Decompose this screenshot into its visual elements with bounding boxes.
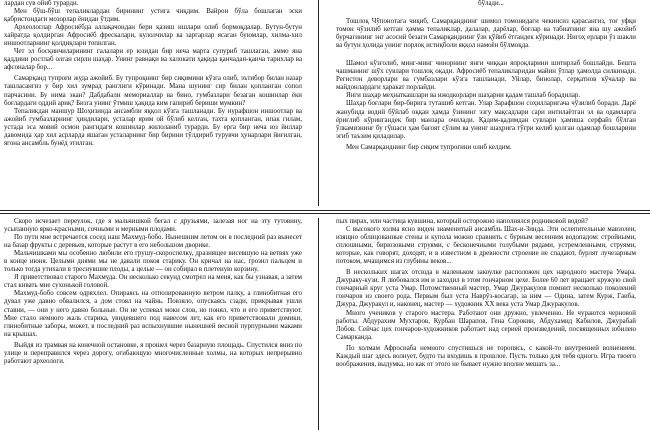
top-right-opening xyxy=(336,0,636,8)
top-right-middle xyxy=(336,18,636,50)
paragraph: Шамол кўзғолиб, минг-минг чинорнинг янги чиққан япроқларини шитирлаб бошлайди. Бешта чашманинг шўх сувлари тошлоқ оқади. Афросиёб тепаликларидан майин ўтлар ҳамолда силкинади. Регистон деворлари ва гумбазлари кўзга ташланади. Уйлар, бинолар, серқатнов кўчалар ва майдонлардаги ҳаракат порлайди. xyxy=(336,60,636,92)
russian-column-bottom-right xyxy=(336,218,636,369)
paragraph: В нескольких шагах отсюда в маленьком закоулке расположен цех народного мастера Умара. Джураку-кузи. Я любовался им и заходил в этом гончарном цехе. Более 60 лет вращает кружую свой гончарный круг уста Умар. Потомственный мастер, Умар Джуракулов помнит несколько поколений гончаров из своего рода. Первым был уста Наврӯз-косагар, за ним — Одина, затем Курж, Гаиба, Джура, Джуракул и, наконец, мастер — художник XX века уста Умар Джуракулов. xyxy=(336,269,636,309)
paragraph: Я приветствовал старого Махмуда. Он несколько секунд смотрел на меня, как бы узнавая, а затем стал кивать мне сухонькой головой. xyxy=(4,274,302,290)
paragraph: Археологлар Афросиёбда аллақачондан бери қазиш ишлари олиб бормоқдалар. Бутун-бутун хайратда қолдирган Афросиёб фрескалари, кулолчилар ва заргарлар ясаган буюмлар, хилма-хил иншоотларнинг қолдиқлари топилган. xyxy=(4,24,302,48)
top-right-closing xyxy=(336,60,636,152)
horizontal-rule-lower xyxy=(0,213,650,214)
paragraph: Выйдя из трамвая на конечной остановке, я прошел через базарную площадь. Спустился вниз по улице и переправился через дорогу, огибающую многочисленные холмы, на которых непрерывно работают археологи. xyxy=(4,341,302,365)
paragraph: С высокого холма ясно виден знаменитый ансамбль Шах-и-Зинда. Эти ослепительные мавзолеи, изящно облицованные стены и купола можно сравнить с бурным весенним водопадом: стройными, сплошными, бирюзовыми струями, с бесконечными голубыми рядами, устремленными, струями, которые, как говорят, доходят, и в известном в древности строение не спадают, бурлят лучезарным потоком, мчащимся из глубины веков... xyxy=(336,226,636,266)
russian-column-bottom-left xyxy=(4,218,302,366)
paragraph: По холмам Афросиаба немного спустишься не торопясь, с какой-то внутренней волнением. Каждый шаг здесь волнует, будто ты входишь в прошлое. Пусть только для тебя одного. Игра твоего воображения, выдумка, но как от этого не бывает нужно вполне мешать за... xyxy=(336,344,636,368)
paragraph: Шаҳар боғлари бир-бирига туташиб кетган. Улар Зарафшон соҳилларигача чўзилиб боради. Дарё жанубида водий бўйлаб оққан ҳамда ўзининг эзгу мақсадлари сари интилаётган эл ва одамларга ёриғлиб кўрингандек бир манзара очилади. Қадим-қадимдан сувлари ҳамиша серфайз бўлган ўлкамизнинг бу гўшаси ҳам бағоят сўлим ва унинг шаҳрига тўғри келиб қолган одамлар бошларини эгиб таъзим қиладилар. xyxy=(336,100,636,140)
uzbek-column-top-right xyxy=(336,0,636,152)
paragraph: Самарқанд тупроғи жуда ажойиб. Бу тупроқнинг бир сиқимини кўзга олиб, эътибор билан назар ташласангиз у бир хил зумрад ранглиги кўринади. Мана шунинг сир билан қопланган сопол парчасини. Бу нима экан? Дабдабали мемориаллар ва бино, гумбазлари безаган кошинлар ёки боғлардаги оддий ариқ? Бизга унинг ўтмиш ҳақида ким гапириб бериши мумкин? xyxy=(4,75,302,107)
column-divider-bottom xyxy=(318,218,319,430)
paragraph: Тошлоқ Чўпонотага чиқиб, Самарқанднинг шимол томонидаги чекинсиз қарасангиз, тоғ уфқи томон чўзилиб кетган ҳамма тепаликлар, далалар, дарёлар, боғлар ва табиатнинг яна шу ажойиб бурчагининг энг асосий безаги Самарқанднинг ўзи қўйиб ётгандек кўринади. Нигоҳ ерлари ўз шакли ва бутун ҳолида унинг порлоқ истиқболи яққол намоён бўлмоқда. xyxy=(336,18,636,50)
paragraph: лардан сув ойиб турарди. xyxy=(4,0,79,7)
column-divider-top xyxy=(318,0,319,206)
paragraph: пых пирах, или частица кувшина, который осторожно наполнялся родниковой водой? xyxy=(336,218,588,225)
bottom-right-body xyxy=(336,218,636,369)
uzbek-column-top-body xyxy=(4,0,302,148)
bottom-left-body xyxy=(4,218,302,366)
paragraph: Махмуд-бобо совсем одряхлел. Опираясь на отполированную ветром палку, а глинобитная его дувал уже давно обвалился, а дом стоял на чайнь. Повзяло, опускаясь сзади, прикрывая ушли ставни, — они у него давно больные. Он не успевал мокн слов, но понял, что и его приветствуют. Мне стало немного жаль старика, увидевшего под навесом лет, как его приветствовали домики, глинобитные заборы, может, в последний раз вспыхнувшие нынешней весной пурпурными маками на крышах. xyxy=(4,290,302,338)
paragraph: По пути мне встречается сосед наш Махмуд-бобо. Нынешним летом он в последний раз вынесет на базар фрукты с деревьев, которые растут в его небольшом дворике. xyxy=(4,234,302,250)
paragraph: Тепаликдан маншур Шоҳизинда ансамбли яққол кўзга ташланади. Бу нурафшон иншоотлар ва ажойиб гумбазларнинг ҳиндилари, усталар ярим ой бўлиб келган, тахта қопланган, ипак гилам, устада эса мовий осмон рангидаги кошинлар жилоланиб турарди. Бу ерга бир неча юз йиллар давомида ҳар хил асрларда яшаган усталарнинг бир бирини тўлдириб турувчи ҳунарлари йиғилган, ягона ансамбль бунёд этилган. xyxy=(4,107,302,147)
paragraph: Скоро исчезает переулок, где я мальчишкой бегал с друзьями, залезая ног на эту тутовину, усыпанную ярко-красными, сочными и мерными плодами. xyxy=(4,218,302,234)
paragraph: Чет эл босқинчиларининг галалари ер юзидан бир неча марта супуриб ташлаган, аммо яна қаддини ростлаб олган сирли шаҳар. Унинг равнақи ва халокати ҳақида қанчадан-қанча тарихлар ва афсоналар бор... xyxy=(4,48,302,72)
horizontal-rule-upper xyxy=(0,210,650,211)
paragraph: бўлади... xyxy=(478,0,504,7)
paragraph: Мен бўш-бўш тепаликлардан бирининг устига чиқдим. Вайрон бўла бошлаган эски қабристондаги мозорлар ёнидан ўтдим. xyxy=(4,8,302,24)
paragraph: Мальчишками мы особенно любили его грушу-скороспелку, дразнящее висевшую на ветвях уже в конце июня. Целыми днями мы не давали покоя старику. Он кричал на нас, грозил пальцем и только тогда утихали в треснувшие плоды, а целые — он собирал в плетеную корзину. xyxy=(4,250,302,274)
uzbek-column-top xyxy=(4,0,302,148)
paragraph: Мен Самарқанднинг бир сиқим тупроғини олиб келдим. xyxy=(346,143,512,151)
paragraph: Много учеников у старого мастера. Работают они дружно, увлеченно. Не чураются черновой работы. Абдурахим Мухтаров, Курбан Шарапов, Гена Сорокин, Абдухамид Кабилов, Джурабай Лобов. Сейчас цех гончаров-художников работает над серией произведений, посвященных юбилею Самарканда. xyxy=(336,309,636,341)
paragraph: Янги шаҳар меҳнаткашлари ва ижодкорлари шаҳарни қадам ташлаб борадилар. xyxy=(346,92,581,100)
